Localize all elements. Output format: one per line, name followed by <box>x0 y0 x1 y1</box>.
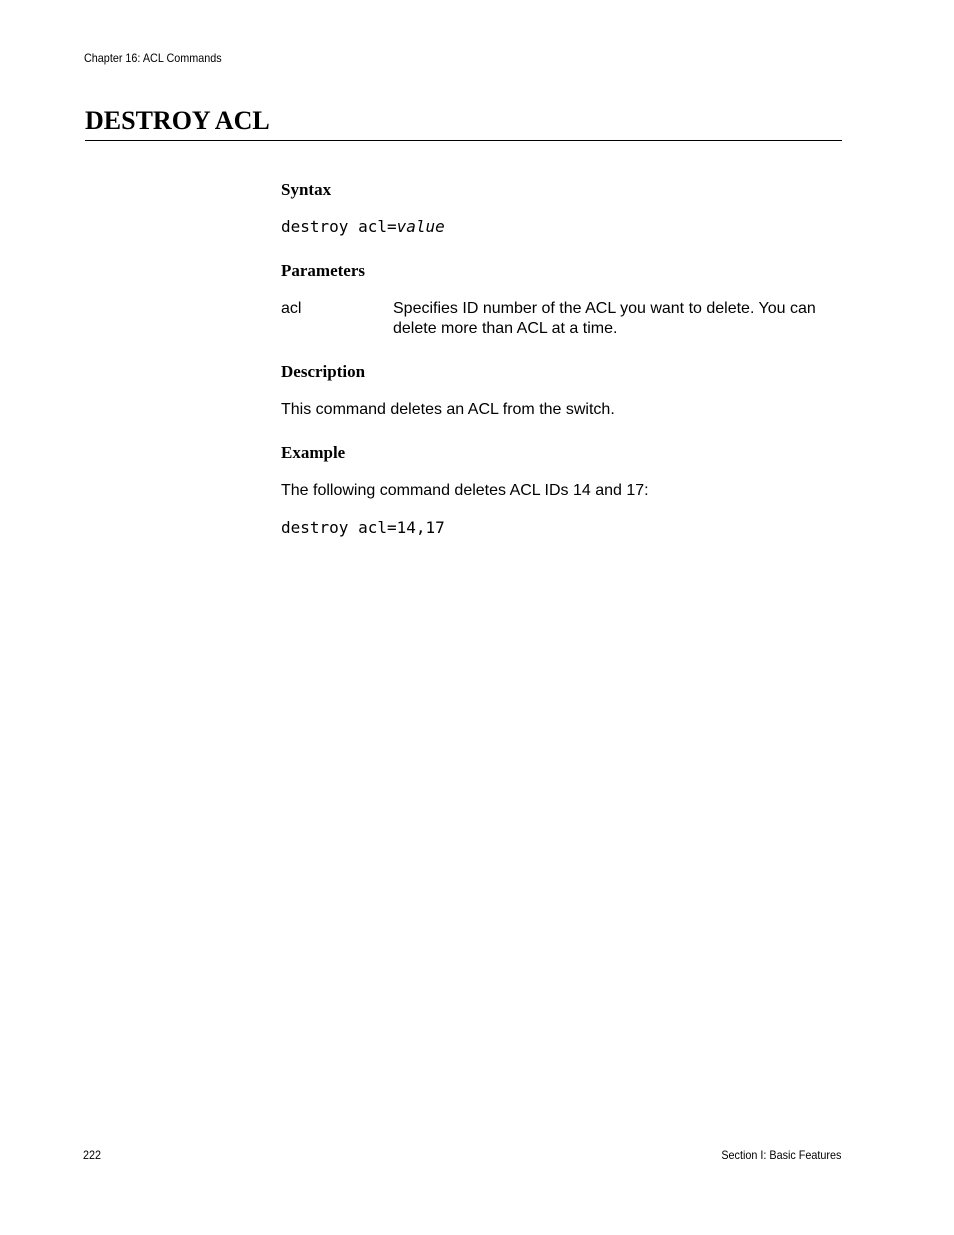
example-heading: Example <box>281 443 346 462</box>
parameters-heading: Parameters <box>281 261 366 280</box>
running-footer-section: Section I: Basic Features <box>720 1148 841 1162</box>
syntax-command <box>281 217 445 236</box>
description-heading: Description <box>281 362 366 381</box>
description-text: This command deletes an ACL from the switch. <box>281 401 615 418</box>
syntax-placeholder: value <box>396 217 445 236</box>
example-text: The following command deletes ACL IDs 14 and 17: <box>281 482 649 499</box>
parameter-name: acl <box>281 300 302 317</box>
syntax-command-text: destroy acl= <box>281 217 397 236</box>
parameter-description: Specifies ID number of the ACL you want to delete. You can delete more than ACL at a time. <box>393 300 816 337</box>
running-header: Chapter 16: ACL Commands <box>84 51 222 65</box>
page-title: DESTROY ACL <box>85 106 270 135</box>
syntax-heading: Syntax <box>281 180 332 199</box>
page-number: 222 <box>83 1148 102 1162</box>
title-rule <box>85 140 842 141</box>
example-command: destroy acl=14,17 <box>281 518 445 537</box>
